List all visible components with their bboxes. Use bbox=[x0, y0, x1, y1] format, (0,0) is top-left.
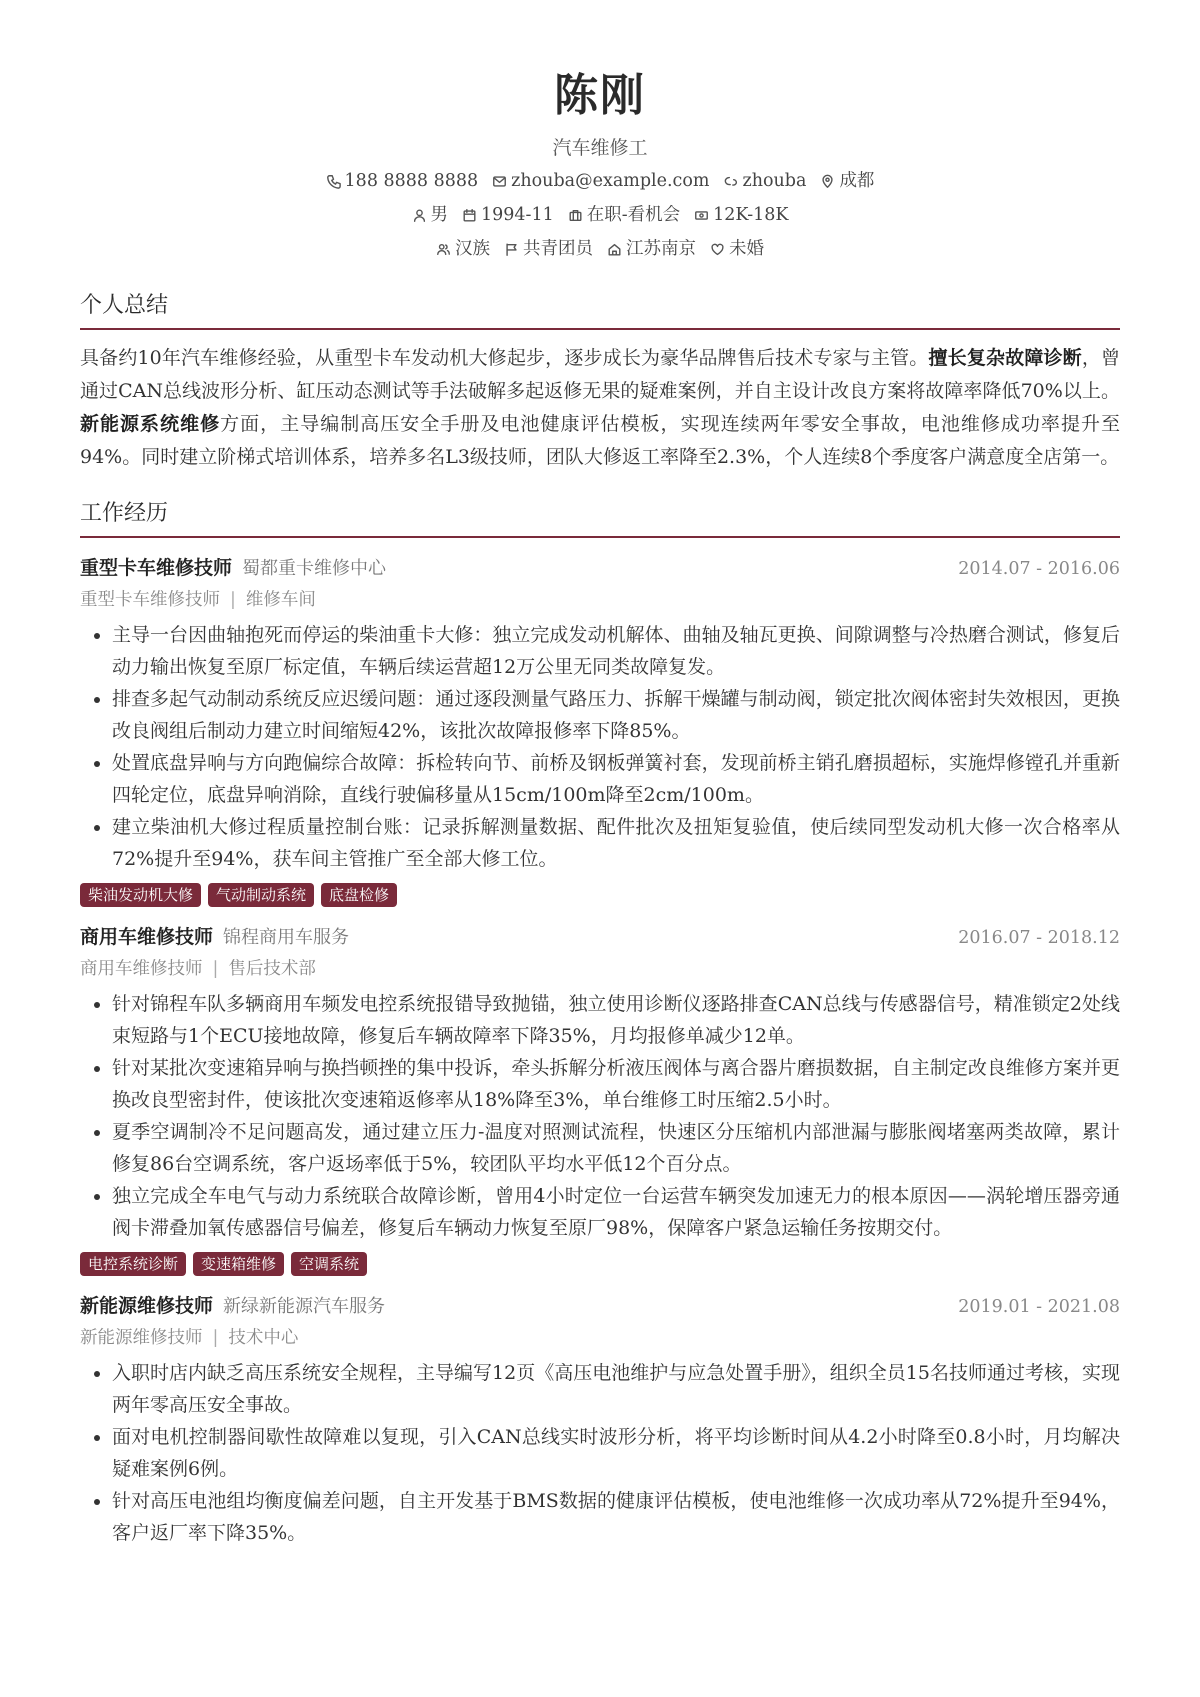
job-header bbox=[80, 552, 1120, 585]
list-item: • 针对高压电池组均衡度偏差问题，自主开发基于BMS数据的健康评估模板，使电池维修一次成功率从72%提升至94%，客户返厂率下降35%。 bbox=[112, 1485, 1120, 1549]
info-row bbox=[80, 164, 1120, 198]
info-item bbox=[607, 232, 696, 266]
job-position: 重型卡车维修技师 bbox=[80, 590, 220, 610]
job-role: 重型卡车维修技师 bbox=[80, 557, 233, 579]
job-subtitle bbox=[80, 585, 1120, 615]
phone-icon bbox=[326, 174, 341, 189]
summary-segment: 方面，主导编制高压安全手册及电池健康评估模板，实现连续两年零安全事故，电池维修成功率提升至94%。同时建立阶梯式培训体系，培养多名L3级技师，团队大修返工率降至2.3%，个人连续8个季度客户满意度全店第一。 bbox=[80, 413, 1120, 468]
job-header bbox=[80, 1290, 1120, 1323]
list-item: • 针对某批次变速箱异响与换挡顿挫的集中投诉，牵头拆解分析液压阀体与离合器片磨损数据，自主制定改良维修方案并更换改良型密封件，使该批次变速箱返修率从18%降至3%，单台维修工时压缩2.5小时。 bbox=[112, 1052, 1120, 1116]
info-item bbox=[492, 164, 709, 198]
job-entry bbox=[80, 921, 1120, 1276]
info-item bbox=[568, 198, 680, 232]
summary-highlight: 擅长复杂故障诊断 bbox=[928, 347, 1082, 369]
flag-icon bbox=[504, 242, 519, 257]
info-item bbox=[462, 198, 554, 232]
info-text: 未婚 bbox=[729, 239, 764, 259]
info-text: 共青团员 bbox=[523, 239, 593, 259]
home-icon bbox=[607, 242, 622, 257]
money-icon bbox=[694, 208, 709, 223]
job-position: 新能源维修技师 bbox=[80, 1328, 203, 1348]
info-item bbox=[504, 232, 593, 266]
job-department: 技术中心 bbox=[228, 1328, 299, 1348]
location-icon bbox=[820, 174, 835, 189]
job-company: 蜀都重卡维修中心 bbox=[242, 558, 387, 579]
info-text: 汉族 bbox=[455, 239, 490, 259]
job-bullets bbox=[80, 1357, 1120, 1549]
info-item bbox=[710, 232, 764, 266]
skill-tags bbox=[80, 1252, 1120, 1276]
separator: | bbox=[230, 590, 236, 610]
skill-tag: 空调系统 bbox=[291, 1252, 367, 1276]
info-text: 江苏南京 bbox=[626, 239, 696, 259]
job-company: 锦程商用车服务 bbox=[223, 927, 350, 948]
summary-segment: ，曾通过CAN总线波形分析、缸压动态测试等手法破解多起返修无果的疑难案例，并自主设计改良方案将故障率降低70%以上。 bbox=[80, 347, 1120, 402]
experience-section bbox=[80, 496, 1120, 1549]
info-text: 在职-看机会 bbox=[586, 205, 681, 225]
job-subtitle bbox=[80, 1323, 1120, 1353]
job-date: 2014.07 - 2016.06 bbox=[958, 559, 1120, 579]
heart-icon bbox=[710, 242, 725, 257]
info-text: 男 bbox=[430, 205, 449, 225]
job-date: 2016.07 - 2018.12 bbox=[958, 928, 1120, 948]
skill-tags bbox=[80, 883, 1120, 907]
list-item: • 处置底盘异响与方向跑偏综合故障：拆检转向节、前桥及钢板弹簧衬套，发现前桥主销孔磨损超标，实施焊修镗孔并重新四轮定位，底盘异响消除，直线行驶偏移量从15cm/100m降至2cm/100m。 bbox=[112, 747, 1120, 811]
skill-tag: 变速箱维修 bbox=[193, 1252, 284, 1276]
job-entry bbox=[80, 1290, 1120, 1549]
separator: | bbox=[212, 1328, 219, 1348]
info-text: 成都 bbox=[839, 171, 875, 191]
list-item: • 面对电机控制器间歇性故障难以复现，引入CAN总线实时波形分析，将平均诊断时间从4.2小时降至0.8小时，月均解决疑难案例6例。 bbox=[112, 1421, 1120, 1485]
skill-tag: 电控系统诊断 bbox=[80, 1252, 186, 1276]
skill-tag: 气动制动系统 bbox=[208, 883, 314, 907]
job-header bbox=[80, 921, 1120, 954]
people-icon bbox=[436, 242, 451, 257]
info-text: zhouba bbox=[742, 171, 807, 191]
info-item bbox=[694, 198, 788, 232]
list-item: • 排查多起气动制动系统反应迟缓问题：通过逐段测量气路压力、拆解干燥罐与制动阀，锁定批次阀体密封失效根因，更换改良阀组后制动力建立时间缩短42%，该批次故障报修率下降85%。 bbox=[112, 683, 1120, 747]
summary-section bbox=[80, 288, 1120, 474]
info-item bbox=[326, 164, 479, 198]
mail-icon bbox=[492, 174, 507, 189]
info-row bbox=[80, 232, 1120, 266]
job-title: 汽车维修工 bbox=[552, 137, 648, 159]
job-entry bbox=[80, 552, 1120, 907]
info-text: 1994-11 bbox=[481, 205, 554, 225]
user-icon bbox=[412, 208, 427, 223]
job-company: 新绿新能源汽车服务 bbox=[223, 1296, 386, 1317]
briefcase-icon bbox=[568, 208, 583, 223]
summary-highlight: 新能源系统维修 bbox=[80, 413, 221, 435]
job-role: 新能源维修技师 bbox=[80, 1295, 214, 1317]
job-role: 商用车维修技师 bbox=[80, 926, 214, 948]
list-item: • 建立柴油机大修过程质量控制台账：记录拆解测量数据、配件批次及扭矩复验值，使后续同型发动机大修一次合格率从72%提升至94%，获车间主管推广至全部大修工位。 bbox=[112, 811, 1120, 875]
job-subtitle bbox=[80, 954, 1120, 984]
skill-tag: 柴油发动机大修 bbox=[80, 883, 201, 907]
list-item: • 针对锦程车队多辆商用车频发电控系统报错导致抛锚，独立使用诊断仪逐路排查CAN总线与传感器信号，精准锁定2处线束短路与1个ECU接地故障，修复后车辆故障率下降35%，月均报修单减少12单。 bbox=[112, 988, 1120, 1052]
summary-text bbox=[80, 342, 1120, 474]
job-position: 商用车维修技师 bbox=[80, 959, 203, 979]
info-item bbox=[724, 164, 807, 198]
section-title-experience: 工作经历 bbox=[80, 496, 1120, 538]
info-text: zhouba@example.com bbox=[511, 171, 710, 191]
list-item: • 入职时店内缺乏高压系统安全规程，主导编写12页《高压电池维护与应急处置手册》，组织全员15名技师通过考核，实现两年零高压安全事故。 bbox=[112, 1357, 1120, 1421]
list-item: • 主导一台因曲轴抱死而停运的柴油重卡大修：独立完成发动机解体、曲轴及轴瓦更换、间隙调整与冷热磨合测试，修复后动力输出恢复至原厂标定值，车辆后续运营超12万公里无同类故障复发。 bbox=[112, 619, 1120, 683]
info-item bbox=[412, 198, 449, 232]
list-item: • 夏季空调制冷不足问题高发，通过建立压力-温度对照测试流程，快速区分压缩机内部泄漏与膨胀阀堵塞两类故障，累计修复86台空调系统，客户返场率低于5%，较团队平均水平低12个百分点。 bbox=[112, 1116, 1120, 1180]
list-item: • 独立完成全车电气与动力系统联合故障诊断，曾用4小时定位一台运营车辆突发加速无力的根本原因——涡轮增压器旁通阀卡滞叠加氧传感器信号偏差，修复后车辆动力恢复至原厂98%，保障客户紧急运输任务按期交付。 bbox=[112, 1180, 1120, 1244]
summary-segment: 具备约10年汽车维修经验，从重型卡车发动机大修起步，逐步成长为豪华品牌售后技术专家与主管。 bbox=[80, 347, 929, 369]
calendar-icon bbox=[462, 208, 477, 223]
candidate-name: 陈刚 bbox=[554, 70, 646, 121]
contact-info bbox=[80, 164, 1120, 266]
job-bullets bbox=[80, 619, 1120, 875]
wechat-icon bbox=[724, 174, 739, 189]
job-department: 售后技术部 bbox=[228, 959, 316, 979]
info-item bbox=[820, 164, 874, 198]
separator: | bbox=[212, 959, 219, 979]
resume-header bbox=[80, 0, 1120, 266]
section-title-summary: 个人总结 bbox=[80, 288, 1120, 330]
job-list bbox=[80, 552, 1120, 1549]
info-row bbox=[80, 198, 1120, 232]
info-text: 188 8888 8888 bbox=[344, 171, 479, 191]
job-bullets bbox=[80, 988, 1120, 1244]
info-text: 12K-18K bbox=[713, 205, 789, 225]
info-item bbox=[436, 232, 490, 266]
job-date: 2019.01 - 2021.08 bbox=[958, 1297, 1120, 1317]
skill-tag: 底盘检修 bbox=[321, 883, 397, 907]
job-department: 维修车间 bbox=[245, 590, 316, 610]
